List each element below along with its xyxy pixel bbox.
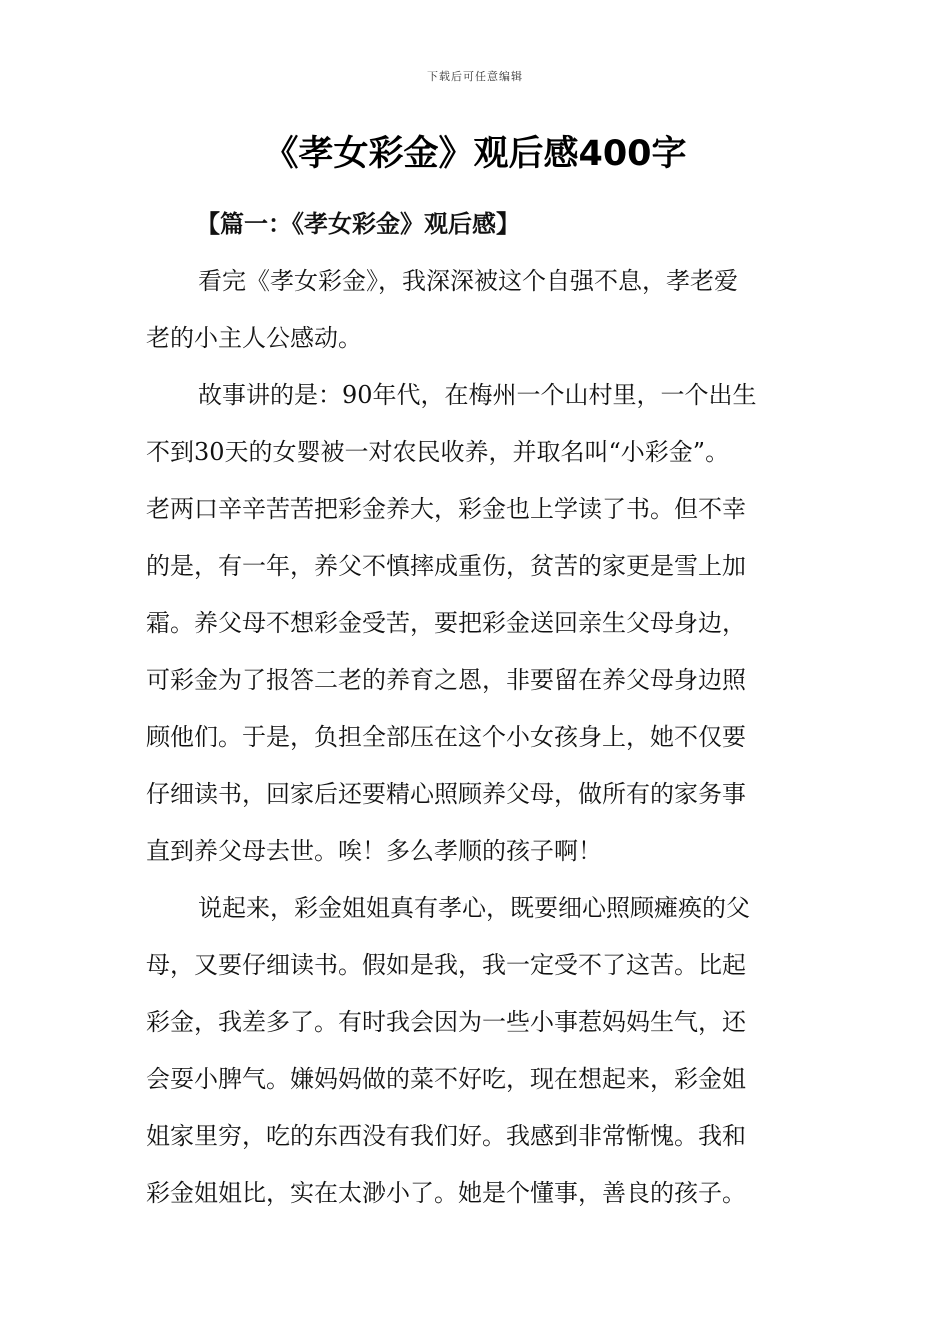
section-heading: 【篇一：《孝女彩金》观后感】: [196, 209, 520, 238]
paragraph-1: [146, 253, 808, 367]
document-body: [146, 253, 808, 1222]
text-line: 姐家里穷，吃的东西没有我们好。我感到非常惭愧。我和: [146, 1122, 746, 1150]
text-line: 老的小主人公感动。: [146, 324, 362, 352]
text-line: 母，又要仔细读书。假如是我，我一定受不了这苦。比起: [146, 951, 746, 979]
text-line: 的是，有一年，养父不慎摔成重伤，贫苦的家更是雪上加: [146, 552, 746, 580]
text-line: 故事讲的是：90年代，在梅州一个山村里，一个出生: [198, 381, 757, 409]
text-line: 霜。养父母不想彩金受苦，要把彩金送回亲生父母身边，: [146, 609, 746, 637]
text-line: 彩金姐姐比，实在太渺小了。她是个懂事，善良的孩子。: [146, 1179, 746, 1207]
text-line: 不到30天的女婴被一对农民收养，并取名叫“小彩金”。: [146, 438, 730, 466]
paragraph-2: [146, 367, 808, 880]
text-line: 可彩金为了报答二老的养育之恩，非要留在养父母身边照: [146, 666, 746, 694]
paragraph-3: [146, 880, 808, 1222]
text-line: 彩金，我差多了。有时我会因为一些小事惹妈妈生气，还: [146, 1008, 746, 1036]
text-line: 看完《孝女彩金》，我深深被这个自强不息，孝老爱: [198, 267, 738, 295]
text-line: 顾他们。于是，负担全部压在这个小女孩身上，她不仅要: [146, 723, 746, 751]
text-line: 仔细读书，回家后还要精心照顾养父母，做所有的家务事: [146, 780, 746, 808]
text-line: 会耍小脾气。嫌妈妈做的菜不好吃，现在想起来，彩金姐: [146, 1065, 746, 1093]
text-line: 直到养父母去世。唉！多么孝顺的孩子啊！: [146, 837, 602, 865]
text-line: 老两口辛辛苦苦把彩金养大，彩金也上学读了书。但不幸: [146, 495, 746, 523]
text-line: 说起来，彩金姐姐真有孝心，既要细心照顾瘫痪的父: [198, 894, 750, 922]
document-title: 《孝女彩金》观后感400字: [263, 134, 687, 174]
header-note: 下载后可任意编辑: [427, 70, 523, 83]
